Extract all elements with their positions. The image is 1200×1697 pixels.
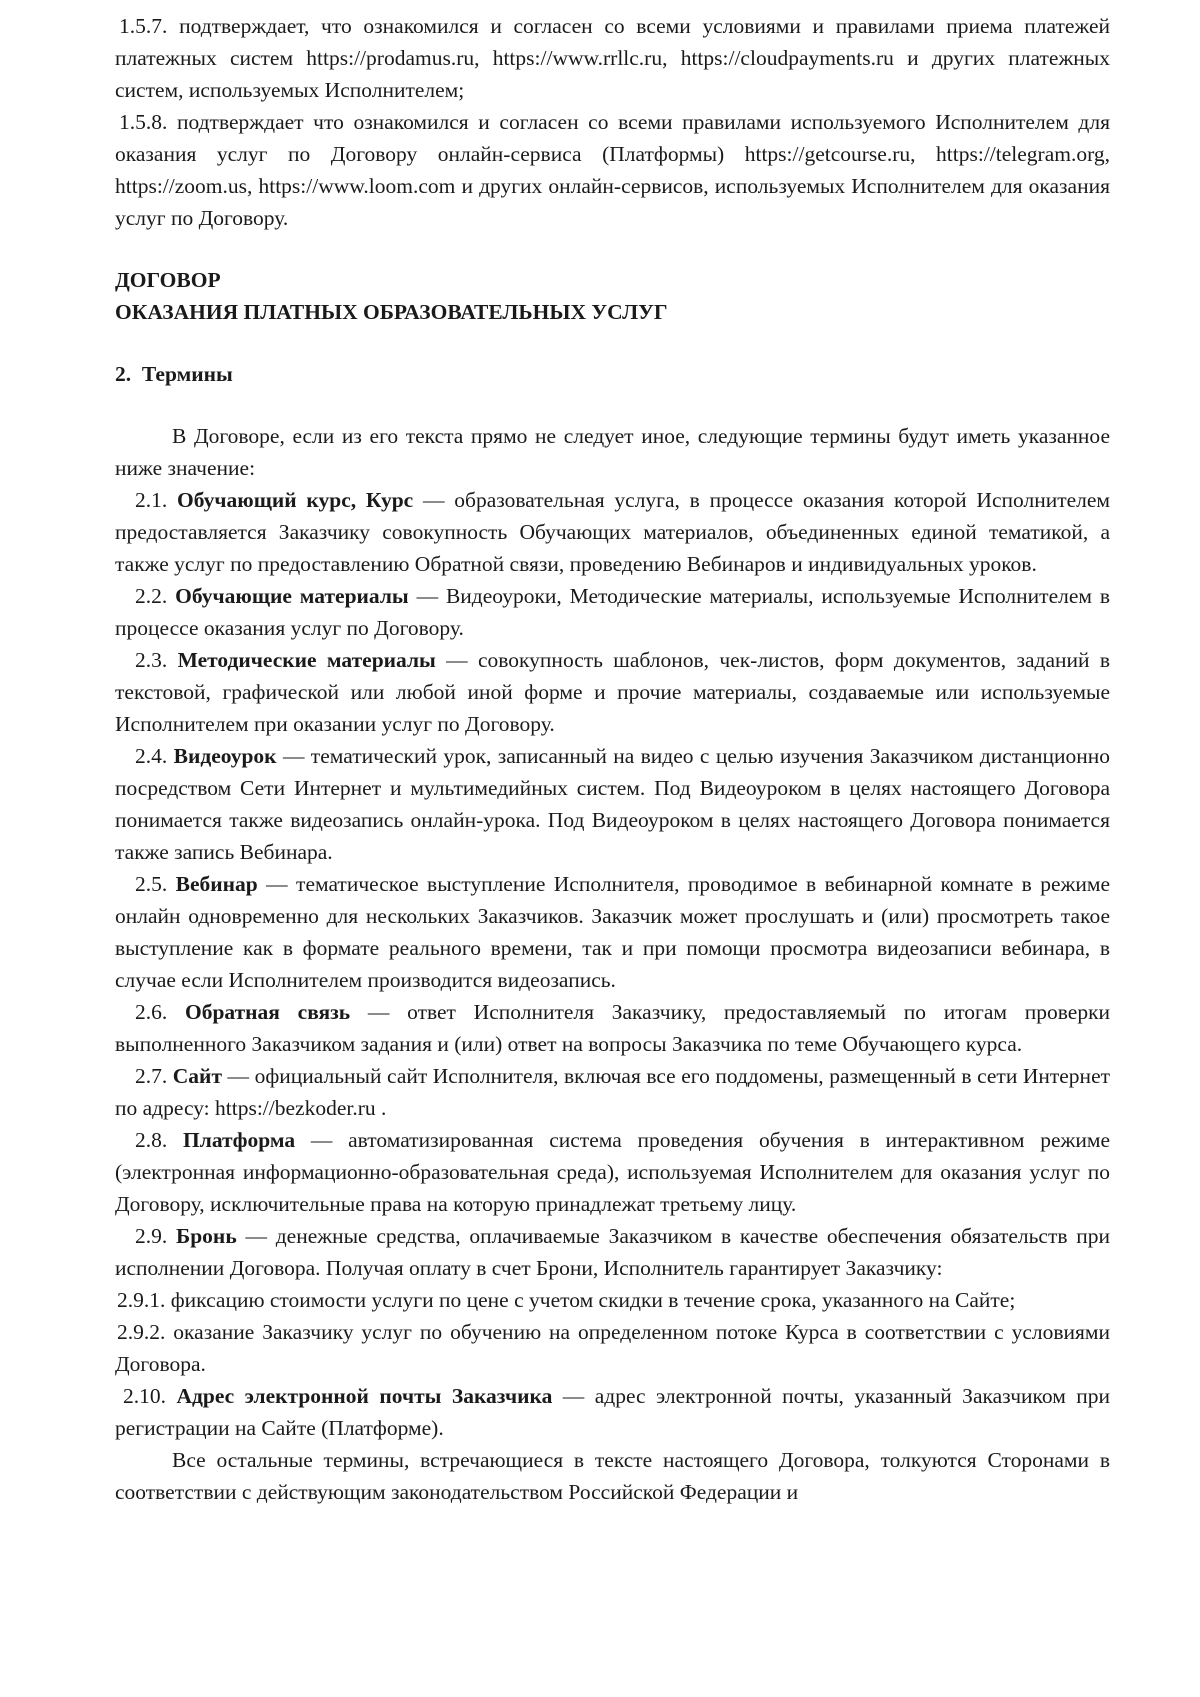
document-title-line1: ДОГОВОР [115, 268, 221, 292]
term-definition: — образовательная услуга, в процессе оказания которой Исполнителем предоставляется Заказчику совокупность Обучающих материалов, объединенных единой тематикой, а также услуг по предоставлению Обратной связи, проведению Вебинаров и индивидуальных уроков. [115, 488, 1111, 576]
term-number: 2.9. [135, 1224, 168, 1248]
term-2-2 [115, 580, 1110, 644]
subterm-text: оказание Заказчику услуг по обучению на определенном потоке Курса в соответствии с условиями Договора. [115, 1320, 1110, 1376]
term-definition: — тематический урок, записанный на видео с целью изучения Заказчиком дистанционно посредством Сети Интернет и мультимедийных систем. Под Видеоуроком в целях настоящего Договора понимается также видеозапись онлайн-урока. Под Видеоуроком в целях настоящего Договора понимается также запись Вебинара. [115, 744, 1110, 864]
term-2-3 [115, 644, 1110, 740]
term-2-5 [115, 868, 1110, 996]
clause-1-5-7 [115, 10, 1110, 106]
document-title [115, 264, 1110, 328]
term-definition: — адрес электронной почты, указанный Заказчиком при регистрации на Сайте (Платформе). [115, 1384, 1111, 1440]
subterm-number: 2.9.2. [117, 1320, 166, 1344]
term-2-1 [115, 484, 1110, 580]
preamble: В Договоре, если из его текста прямо не следует иное, следующие термины будут иметь указанное ниже значение: [115, 424, 1110, 480]
term-number: 2.6. [135, 1000, 168, 1024]
clause-number: 1.5.8. [119, 110, 168, 134]
clause-text: подтверждает что ознакомился и согласен со всеми правилами используемого Исполнителем для оказания услуг по Договору онлайн-сервиса (Платформы) https://getcourse.ru, https://telegram.org, https://zoom.us, https://www.loom.com и других онлайн-сервисов, используемых Исполнителем для оказания услуг по Договору. [115, 110, 1110, 230]
section-number: 2. [115, 362, 132, 386]
term-definition: — тематическое выступление Исполнителя, проводимое в вебинарной комнате в режиме онлайн одновременно для нескольких Заказчиков. Заказчик может прослушать и (или) просмотреть такое выступление как в формате реального времени, так и при помощи просмотра видеозаписи вебинара, в случае если Исполнителем производится видеозапись. [115, 872, 1110, 992]
term-definition: — денежные средства, оплачиваемые Заказчиком в качестве обеспечения обязательств при исполнении Договора. Получая оплату в счет Брони, Исполнитель гарантирует Заказчику: [115, 1224, 1111, 1280]
term-definition: — Видеоуроки, Методические материалы, используемые Исполнителем в процессе оказания услуг по Договору. [115, 584, 1111, 640]
term-2-6 [115, 996, 1110, 1060]
closing-paragraph: Все остальные термины, встречающиеся в тексте настоящего Договора, толкуются Сторонами в соответствии с действующим законодательством Российской Федерации и [115, 1448, 1110, 1504]
subterm-2-9-1 [115, 1284, 1110, 1316]
subterm-text: фиксацию стоимости услуги по цене с учетом скидки в течение срока, указанного на Сайте; [170, 1288, 1016, 1312]
term-name: Обучающий курс, Курс [177, 488, 414, 512]
term-definition: — совокупность шаблонов, чек-листов, форм документов, заданий в текстовой, графической или любой иной форме и прочие материалы, создаваемые или используемые Исполнителем при оказании услуг по Договору. [115, 648, 1111, 736]
term-name: Обучающие материалы [175, 584, 409, 608]
term-name: Бронь [176, 1224, 237, 1248]
term-number: 2.4. [135, 744, 168, 768]
term-name: Адрес электронной почты Заказчика [176, 1384, 553, 1408]
term-number: 2.3. [135, 648, 168, 672]
term-name: Платформа [183, 1128, 296, 1152]
document-title-line2: ОКАЗАНИЯ ПЛАТНЫХ ОБРАЗОВАТЕЛЬНЫХ УСЛУГ [115, 300, 668, 324]
section-title: Термины [141, 362, 233, 386]
term-name: Видеоурок [173, 744, 277, 768]
term-name: Вебинар [175, 872, 258, 896]
term-2-10 [115, 1380, 1110, 1444]
term-2-4 [115, 740, 1110, 868]
term-2-7 [115, 1060, 1110, 1124]
term-name: Сайт [172, 1064, 223, 1088]
term-number: 2.8. [135, 1128, 168, 1152]
term-number: 2.7. [135, 1064, 168, 1088]
term-number: 2.10. [123, 1384, 166, 1408]
term-number: 2.5. [135, 872, 168, 896]
clause-1-5-8 [115, 106, 1110, 234]
clause-text: подтверждает, что ознакомился и согласен со всеми условиями и правилами приема платежей платежных систем https://prodamus.ru, https://www.rrllc.ru, https://cloudpayments.ru и других платежных систем, используемых Исполнителем; [115, 14, 1111, 102]
term-name: Методические материалы [177, 648, 436, 672]
term-definition: — официальный сайт Исполнителя, включая все его поддомены, размещенный в сети Интернет по адресу: https://bezkoder.ru . [115, 1064, 1111, 1120]
term-2-9 [115, 1220, 1110, 1284]
term-name: Обратная связь [184, 1000, 351, 1024]
clause-number: 1.5.7. [119, 14, 168, 38]
term-definition: — ответ Исполнителя Заказчику, предоставляемый по итогам проверки выполненного Заказчиком задания и (или) ответ на вопросы Заказчика по теме Обучающего курса. [115, 1000, 1111, 1056]
subterm-number: 2.9.1. [117, 1288, 166, 1312]
subterm-2-9-2 [115, 1316, 1110, 1380]
term-number: 2.1. [135, 488, 168, 512]
term-2-8 [115, 1124, 1110, 1220]
section-heading [115, 358, 1110, 390]
term-number: 2.2. [135, 584, 168, 608]
term-definition: — автоматизированная система проведения обучения в интерактивном режиме (электронная информационно-образовательная среда), используемая Исполнителем для оказания услуг по Договору, исключительные права на которую принадлежат третьему лицу. [115, 1128, 1111, 1216]
